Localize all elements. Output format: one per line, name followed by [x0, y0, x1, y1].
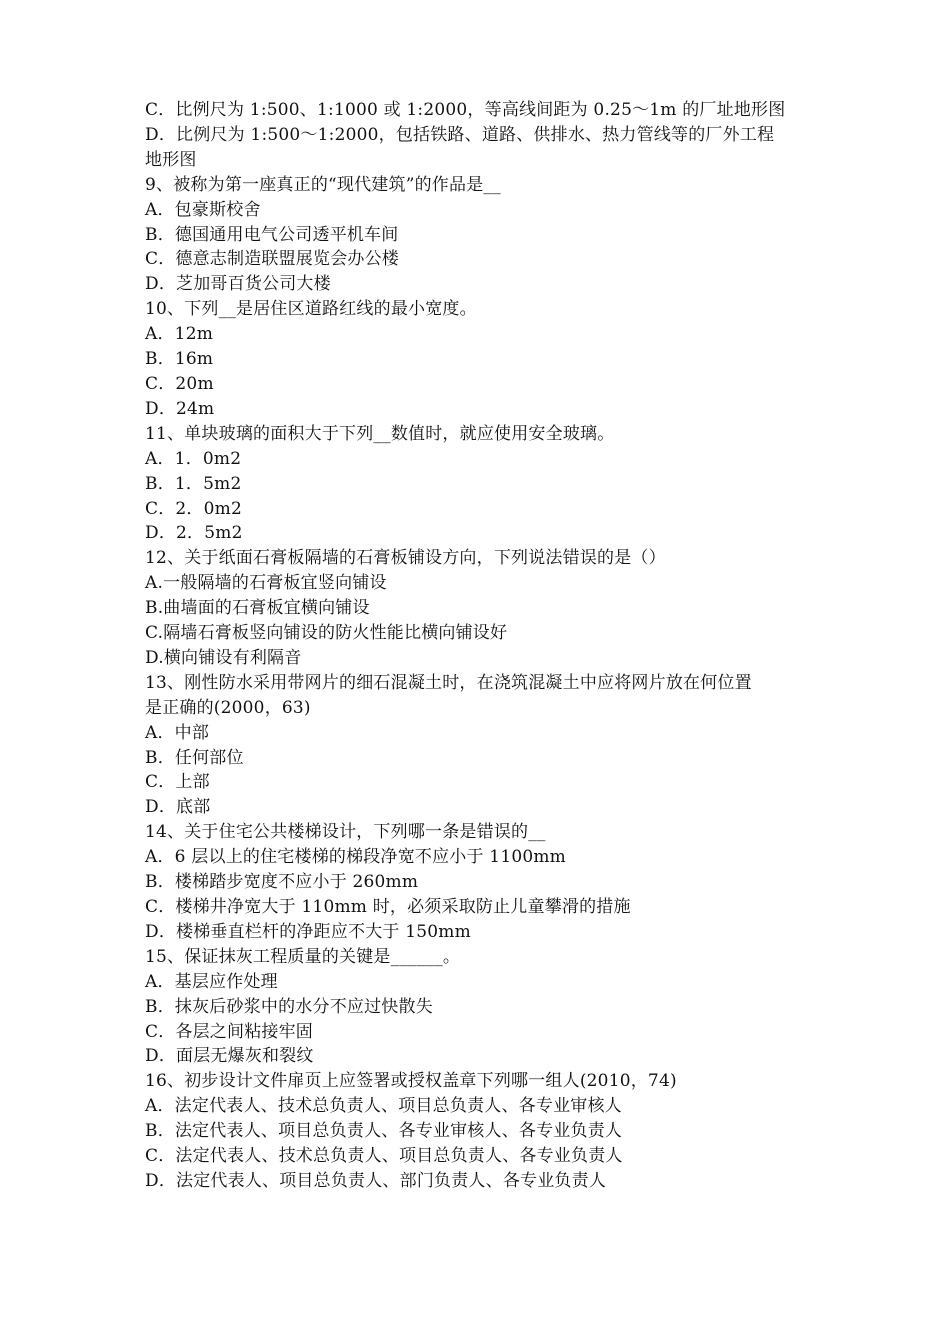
option-line: C．法定代表人、技术总负责人、项目总负责人、各专业负责人 — [145, 1146, 623, 1167]
option-line: C．德意志制造联盟展览会办公楼 — [145, 249, 400, 270]
option-line: A．包豪斯校舍 — [145, 199, 261, 220]
option-line: B．1．5m2 — [145, 473, 242, 494]
option-line: A．基层应作处理 — [145, 971, 278, 992]
option-line: D．比例尺为 1:500～1:2000，包括铁路、道路、供排水、热力管线等的厂外工程 — [145, 124, 775, 145]
question-10: 10、下列__是居住区道路红线的最小宽度。 — [145, 299, 477, 320]
option-line: C.隔墙石膏板竖向铺设的防火性能比横向铺设好 — [145, 623, 508, 644]
document-page — [145, 98, 835, 1194]
question-13: 13、刚性防水采用带网片的细石混凝土时，在浇筑混凝土中应将网片放在何位置 — [145, 672, 752, 693]
option-line: B．抹灰后砂浆中的水分不应过快散失 — [145, 996, 433, 1017]
option-line: C．各层之间粘接牢固 — [145, 1021, 314, 1042]
option-line: B．16m — [145, 349, 214, 370]
option-line: C．20m — [145, 373, 214, 394]
option-line: B．楼梯踏步宽度不应小于 260mm — [145, 872, 419, 893]
option-line: A．中部 — [145, 722, 210, 743]
option-line: D．24m — [145, 398, 215, 419]
option-line: D．楼梯垂直栏杆的净距应不大于 150mm — [145, 921, 471, 942]
option-line: D．2．5m2 — [145, 523, 243, 544]
question-9: 9、被称为第一座真正的“现代建筑”的作品是__ — [145, 174, 501, 195]
option-line: B．法定代表人、项目总负责人、各专业审核人、各专业负责人 — [145, 1121, 623, 1142]
option-line: A．1．0m2 — [145, 448, 242, 469]
option-line: D．芝加哥百货公司大楼 — [145, 274, 331, 295]
question-11: 11、单块玻璃的面积大于下列__数值时，就应使用安全玻璃。 — [145, 423, 615, 444]
option-line: C．楼梯井净宽大于 110mm 时，必须采取防止儿童攀滑的措施 — [145, 897, 631, 917]
option-line: D．法定代表人、项目总负责人、部门负责人、各专业负责人 — [145, 1170, 607, 1191]
question-13-continuation: 是正确的(2000，63) — [145, 697, 311, 718]
option-line: D．面层无爆灰和裂纹 — [145, 1046, 314, 1067]
option-line: A．法定代表人、技术总负责人、项目总负责人、各专业审核人 — [145, 1096, 622, 1117]
question-15: 15、保证抹灰工程质量的关键是______。 — [145, 946, 461, 967]
option-line: D．底部 — [145, 797, 211, 818]
option-line: D.横向铺设有利隔音 — [145, 647, 302, 668]
option-line: C．比例尺为 1:500、1:1000 或 1:2000，等高线间距为 0.25～1m 的厂址地形图 — [145, 100, 786, 120]
option-line: C．上部 — [145, 772, 210, 793]
question-12: 12、关于纸面石膏板隔墙的石膏板铺设方向，下列说法错误的是（） — [145, 548, 666, 569]
option-line: A．12m — [145, 324, 214, 345]
option-line: B．德国通用电气公司透平机车间 — [145, 224, 399, 245]
question-16: 16、初步设计文件扉页上应签署或授权盖章下列哪一组人(2010，74) — [145, 1071, 677, 1092]
option-line: A.一般隔墙的石膏板宜竖向铺设 — [145, 573, 387, 594]
option-line-continuation: 地形图 — [145, 149, 197, 170]
option-line: C．2．0m2 — [145, 498, 242, 519]
question-14: 14、关于住宅公共楼梯设计，下列哪一条是错误的__ — [145, 822, 546, 843]
option-line: B.曲墙面的石膏板宜横向铺设 — [145, 598, 370, 619]
option-line: B．任何部位 — [145, 747, 244, 768]
option-line: A．6 层以上的住宅楼梯的梯段净宽不应小于 1100mm — [145, 847, 567, 868]
